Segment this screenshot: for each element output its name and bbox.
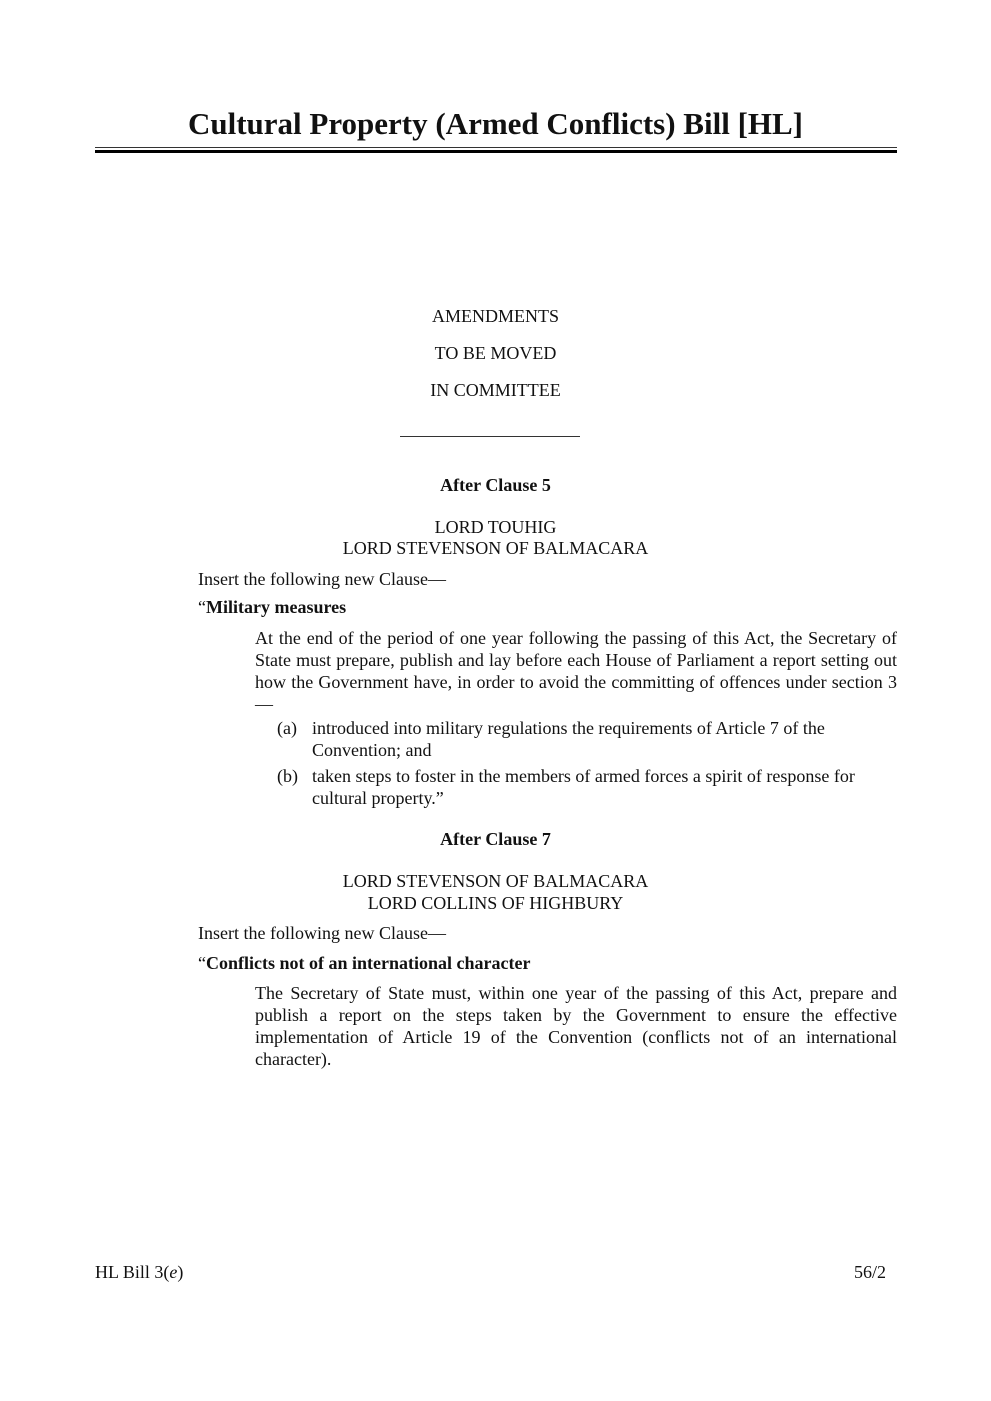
item-text: introduced into military regulations the requirements of Article 7 of the Convention; and (312, 718, 825, 760)
title-rule-thin (95, 147, 897, 148)
heading-line-3: IN COMMITTEE (430, 380, 561, 400)
open-quote: “ (198, 597, 206, 617)
mover-name: LORD TOUHIG (434, 517, 557, 537)
separator-rule (400, 436, 580, 437)
bill-reference (95, 1262, 183, 1283)
page-reference: 56/2 (853, 1262, 886, 1282)
item-label: (b) (277, 766, 298, 786)
insert-instruction: Insert the following new Clause— (198, 569, 446, 589)
after-clause-heading: After Clause 5 (440, 475, 551, 495)
clause-title (198, 597, 346, 618)
bill-ref-close: ) (177, 1262, 184, 1282)
clause-title-text: Military measures (206, 597, 347, 617)
title-rule-thick (95, 150, 897, 153)
clause-item (277, 717, 897, 761)
mover-name: LORD COLLINS OF HIGHBURY (367, 893, 624, 913)
clause-body: At the end of the period of one year following the passing of this Act, the Secretary of State must prepare, publish and lay before each House of Parliament a report setting out how the Government have, in order to avoid the committing of offences under section 3— (255, 628, 897, 714)
after-clause-heading: After Clause 7 (440, 829, 551, 849)
item-label: (a) (277, 718, 297, 738)
mover-name: LORD STEVENSON OF BALMACARA (342, 871, 649, 891)
clause-title-text: Conflicts not of an international character (206, 953, 531, 973)
bill-ref-italic: e (169, 1262, 178, 1282)
bill-ref-text: HL Bill 3( (95, 1262, 170, 1282)
bill-title: Cultural Property (Armed Conflicts) Bill [HL] (187, 106, 804, 141)
insert-instruction: Insert the following new Clause— (198, 923, 446, 943)
open-quote: “ (198, 953, 206, 973)
mover-name: LORD STEVENSON OF BALMACARA (342, 538, 649, 558)
clause-title (198, 953, 530, 974)
item-text: taken steps to foster in the members of armed forces a spirit of response for cultural property.” (312, 766, 855, 808)
clause-body: The Secretary of State must, within one year of the passing of this Act, prepare and publish a report on the steps taken by the Government to ensure the effective implementation of Article 19 of the Convention (conflicts not of an international character). (255, 983, 897, 1069)
clause-item (277, 765, 897, 809)
heading-line-2: TO BE MOVED (434, 343, 557, 363)
heading-line-1: AMENDMENTS (431, 306, 559, 326)
